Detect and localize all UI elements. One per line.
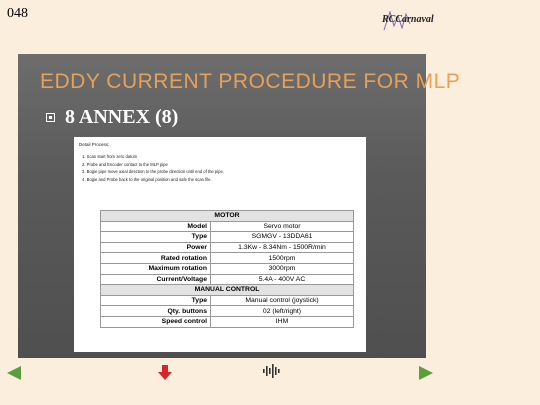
arrow-right-icon[interactable]: [419, 366, 433, 380]
row-label: Rated rotation: [101, 253, 211, 264]
table-row: [101, 232, 354, 243]
spec-table: [100, 210, 354, 328]
row-value: 1500rpm: [211, 253, 354, 264]
manual-header: MANUAL CONTROL: [101, 285, 354, 296]
bullet-row: [46, 106, 178, 129]
slide-title: EDDY CURRENT PROCEDURE FOR MLP: [40, 70, 461, 93]
table-row: [101, 221, 354, 232]
list-item: 3. Bogie pipe move axial direction to the probe direction until end of the pipe.: [82, 169, 225, 174]
row-value: 3000rpm: [211, 263, 354, 274]
table-section-header: [101, 285, 354, 296]
table-section-header: [101, 211, 354, 222]
table-row: [101, 306, 354, 317]
page-number: 048: [7, 6, 28, 21]
motor-header: MOTOR: [101, 211, 354, 222]
document-panel: [74, 137, 366, 352]
slide: [18, 54, 461, 358]
table-row: [101, 316, 354, 327]
row-label: Power: [101, 242, 211, 253]
bullet-text: 8 ANNEX (8): [65, 106, 179, 128]
detail-list: [82, 153, 224, 183]
row-label: Type: [101, 232, 211, 243]
row-label: Speed control: [101, 316, 211, 327]
table-row: [101, 253, 354, 264]
list-item: 4. Bogie and Probe back to the original position and safe the scan file.: [82, 176, 212, 182]
sound-wave-icon[interactable]: [262, 364, 282, 378]
table-row: [101, 263, 354, 274]
row-value: 5.4A - 400V AC: [211, 274, 354, 285]
row-value: 02 (left/right): [211, 306, 354, 317]
row-label: Maximum rotation: [101, 263, 211, 274]
arrow-down-icon[interactable]: [158, 365, 172, 381]
row-value: IHM: [211, 316, 354, 327]
list-item: 1. Scan start from zero datum: [82, 154, 138, 159]
row-value: SGMGV - 13DDA61: [211, 232, 354, 243]
row-label: Current/Voltage: [101, 274, 211, 285]
detail-title: Detail Process:: [79, 142, 110, 147]
logo: [376, 6, 440, 36]
table-row: [101, 295, 354, 306]
arrow-left-icon[interactable]: [7, 366, 21, 380]
logo-text: RCCarnaval: [382, 14, 434, 25]
table-row: [101, 274, 354, 285]
bullet-square-icon: [46, 113, 55, 122]
row-value: Manual control (joystick): [211, 295, 354, 306]
list-item: 2. Probe and Encoder contact to the MLP pipe: [82, 161, 168, 167]
row-value: 1.3Kw - 8.34Nm - 1500R/min: [211, 242, 354, 253]
row-label: Qty. buttons: [101, 306, 211, 317]
row-label: Type: [101, 295, 211, 306]
table-row: [101, 242, 354, 253]
row-value: Servo motor: [211, 221, 354, 232]
row-label: Model: [101, 221, 211, 232]
